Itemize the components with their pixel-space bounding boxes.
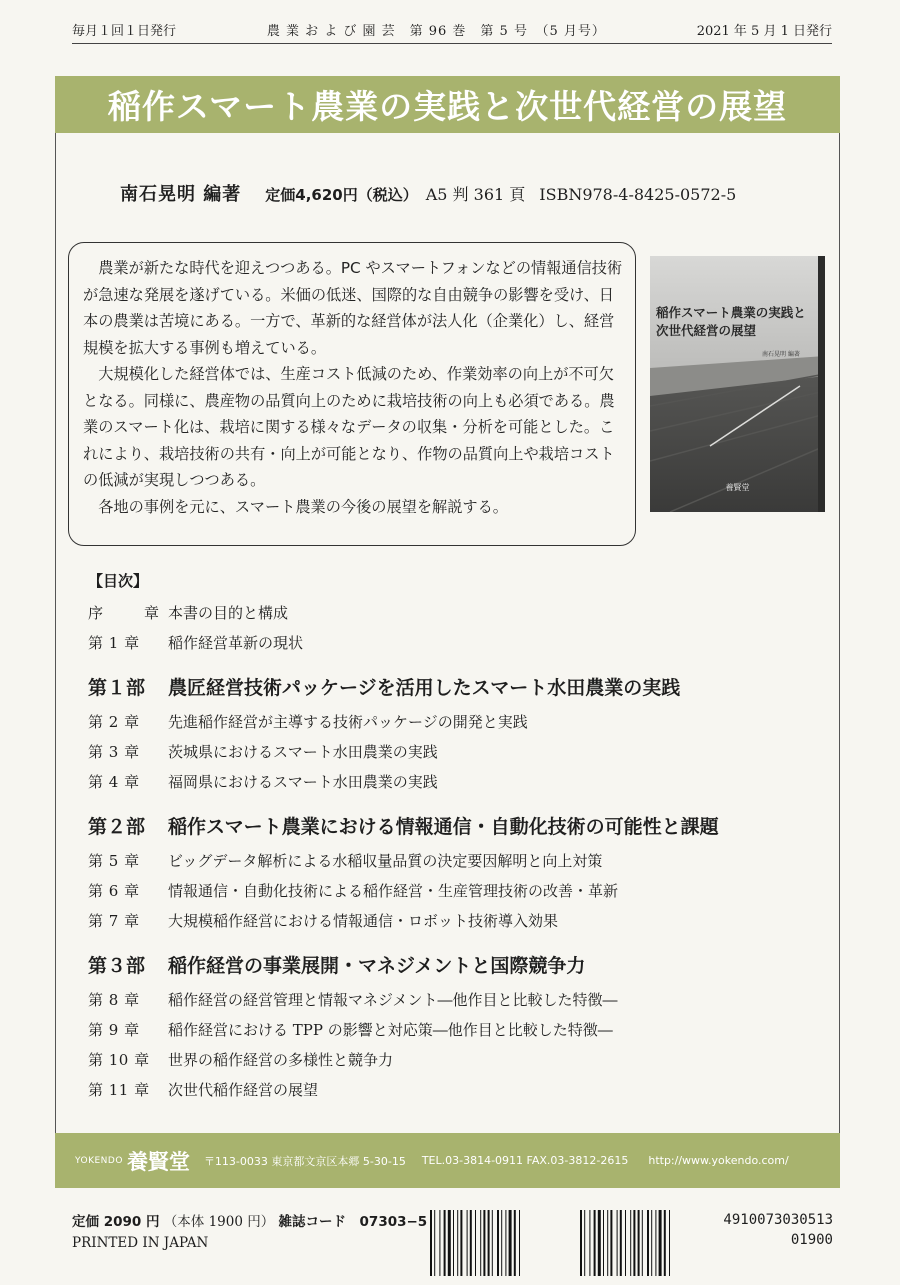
part-number: 第３部 [88,954,146,977]
chapter-number: 第 4 章 [88,772,140,791]
book-author: 南石晃明 編著 [120,184,242,205]
toc-chapter [88,1077,318,1101]
publisher-banner [55,1133,840,1188]
toc-chapter [88,878,618,902]
barcode-sub: 01900 [790,1232,833,1248]
chapter-number: 第 3 章 [88,742,140,761]
chapter-title: 稲作経営における TPP の影響と対応策―他作目と比較した特徴― [168,1020,613,1039]
cover-publisher: 養賢堂 [725,483,750,492]
book-title: 稲作スマート農業の実践と次世代経営の展望 [107,87,788,126]
toc-chapter [88,1017,613,1041]
intro-box [68,242,636,546]
chapter-number: 第 6 章 [88,881,140,900]
chapter-title: 福岡県におけるスマート水田農業の実践 [168,772,438,791]
part-title: 稲作経営の事業展開・マネジメントと国際競争力 [168,954,586,977]
printed-in: PRINTED IN JAPAN [72,1235,209,1251]
title-banner [55,76,840,133]
chapter-title: 情報通信・自動化技術による稲作経営・生産管理技術の改善・革新 [168,881,619,900]
part-title: 稲作スマート農業における情報通信・自動化技術の可能性と課題 [168,815,719,838]
chapter-title: 稲作経営の経営管理と情報マネジメント―他作目と比較した特徴― [168,990,618,1009]
book-isbn: ISBN978-4-8425-0572-5 [539,185,737,204]
cover-title-line: 稲作スマート農業の実践と [656,305,806,320]
part-number: 第１部 [88,676,146,699]
chapter-number: 第 7 章 [88,911,140,930]
publisher-contact: TEL.03-3814-0911 FAX.03-3812-2615 [421,1154,629,1167]
chapter-number: 第 11 章 [88,1080,150,1099]
journal-issue: 農 業 お よ び 園 芸 第 96 巻 第 5 号 （5 月号） [266,24,606,39]
chapter-title: ビッグデータ解析による水稲収量品質の決定要因解明と向上対策 [168,851,603,870]
chapter-title: 稲作経営革新の現状 [168,633,304,652]
book-meta [120,180,820,206]
toc-part [88,810,719,840]
chapter-title: 茨城県におけるスマート水田農業の実践 [168,742,438,761]
publisher-address: 〒113-0033 東京都文京区本郷 5-30-15 [203,1154,406,1168]
issue-date: 2021 年 5 月 1 日発行 [696,24,832,39]
cover-title-line: 次世代経営の展望 [656,323,757,338]
chapter-number: 第 1 章 [88,633,140,652]
part-title: 農匠経営技術パッケージを活用したスマート水田農業の実践 [168,676,681,699]
toc-chapter [88,709,528,733]
footer-price-detail: （本体 1900 円） [163,1214,275,1230]
publisher-url[interactable]: http://www.yokendo.com/ [648,1154,789,1167]
chapter-number: 序 章 [88,603,173,622]
toc-chapter [88,630,303,654]
intro-paragraph: 大規模化した経営体では、生産コスト低減のため、作業効率の向上が不可欠となる。同様に、農産物の品質向上のために栽培技術の向上も必須である。農業のスマート化は、栽培に関する様々なデータの収集・分析を可能とした。これにより、栽培技術の共有・向上が可能となり、作物の品質向上や栽培コストの低減が実現しつつある。 [83,365,615,489]
toc-chapter [88,769,438,793]
chapter-number: 第 9 章 [88,1020,140,1039]
toc-part [88,949,585,979]
chapter-number: 第 8 章 [88,990,140,1009]
toc-chapter [88,1047,393,1071]
chapter-title: 大規模稲作経営における情報通信・ロボット技術導入効果 [168,911,559,930]
part-number: 第２部 [88,815,146,838]
toc-part [88,671,680,701]
footer-price: 定価 2090 円 [72,1214,160,1230]
chapter-title: 本書の目的と構成 [168,603,289,622]
barcode-numbers [693,1210,833,1250]
toc-chapter [88,908,558,932]
chapter-title: 次世代稲作経営の展望 [168,1080,319,1099]
toc-chapter [88,848,602,872]
intro-paragraph: 農業が新たな時代を迎えつつある。PC やスマートフォンなどの情報通信技術が急速な発展を遂げている。米価の低迷、国際的な自由競争の影響を受け、日本の農業は苦境にある。一方で、革新的な経営体が法人化（企業化）し、経営規模を拡大する事例も増えている。 [83,259,623,357]
footer-info [72,1212,427,1254]
barcode-icon [430,1210,680,1276]
book-format: A5 判 361 頁 [425,185,526,204]
publisher-name: 養賢堂 [126,1148,190,1174]
toc-chapter [88,739,438,763]
journal-header [72,16,832,44]
intro-paragraph: 各地の事例を元に、スマート農業の今後の展望を解説する。 [98,497,508,516]
barcode-number: 4910073030513 [723,1212,833,1228]
cover-author: 南石晃明 編著 [762,351,800,358]
book-cover-image [650,256,825,512]
toc-heading: 【目次】 [88,572,149,590]
chapter-title: 先進稲作経営が主導する技術パッケージの開発と実践 [168,712,528,731]
cover-photo-icon [650,256,825,512]
chapter-number: 第 10 章 [88,1050,150,1069]
publisher-logo-text: YOKENDO [75,1155,123,1166]
cover-title [656,304,821,340]
toc-chapter [88,987,618,1011]
issue-frequency: 毎月１回１日発行 [72,24,177,39]
chapter-number: 第 2 章 [88,712,140,731]
book-price: 定価4,620円（税込） [265,186,418,204]
chapter-title: 世界の稲作経営の多様性と競争力 [168,1050,394,1069]
toc-chapter [88,600,288,624]
chapter-number: 第 5 章 [88,851,140,870]
footer-magazine-code: 雑誌コード 07303−5 [278,1214,428,1230]
